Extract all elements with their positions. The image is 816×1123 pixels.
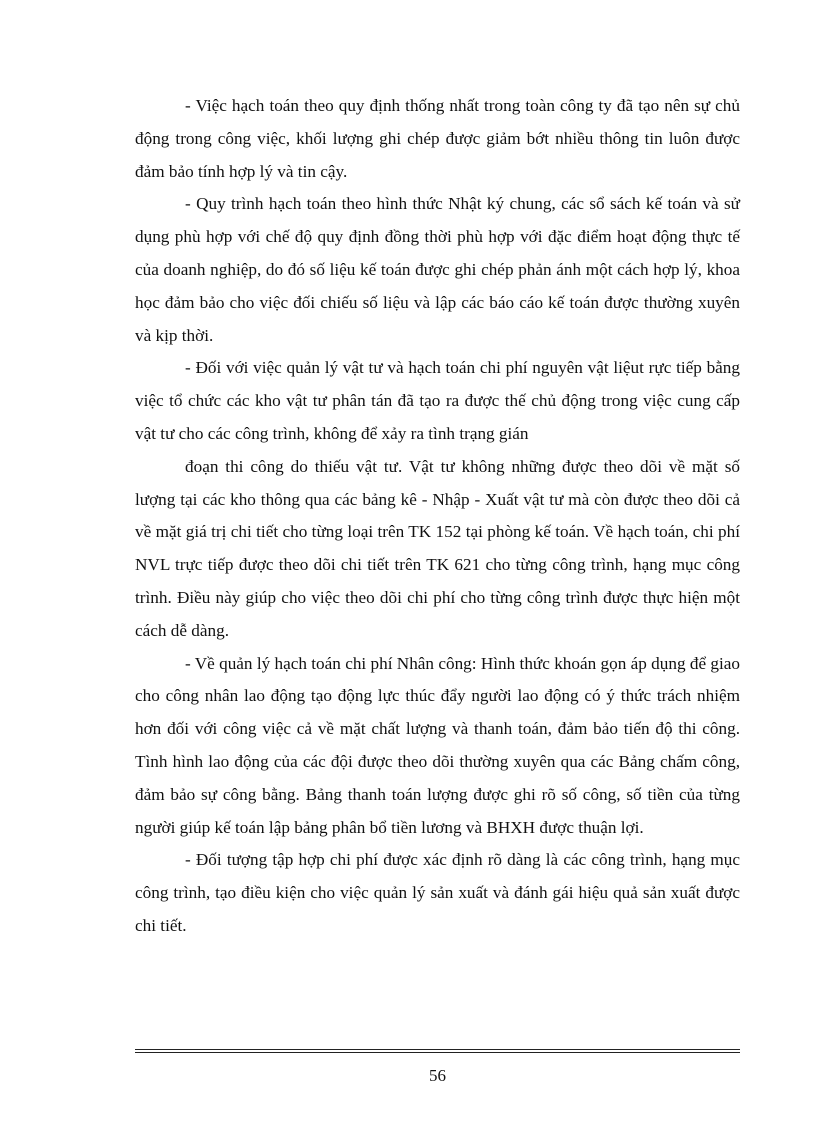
- paragraph-accounting-regulation: - Việc hạch toán theo quy định thống nhất trong toàn công ty đã tạo nên sự chủ động trong công việc, khối lượng ghi chép được giảm bớt nhiều thông tin luôn được đảm bảo tính hợp lý và tin cậy.: [135, 96, 740, 181]
- paragraph-materials-management: - Đối với việc quản lý vật tư và hạch toán chi phí nguyên vật liệut rực tiếp bằng việc tổ chức các kho vật tư phân tán đã tạo ra được thế chủ động trong việc cung cấp vật tư cho các công trình, không để xảy ra tình trạng gián: [135, 358, 740, 443]
- paragraph-materials-tracking: đoạn thi công do thiếu vật tư. Vật tư không những được theo dõi về mặt số lượng tại các kho thông qua các bảng kê - Nhập - Xuất vật tư mà còn được theo dõi cả về mặt giá trị chi tiết cho từng loại trên TK 152 tại phòng kế toán. Về hạch toán, chi phí NVL trực tiếp được theo dõi chi tiết trên TK 621 cho từng công trình, hạng mục công trình. Điều này giúp cho việc theo dõi chi phí cho từng công trình được thực hiện một cách dễ dàng.: [135, 456, 740, 640]
- paragraph-general-journal: - Quy trình hạch toán theo hình thức Nhật ký chung, các sổ sách kế toán và sử dụng phù hợp với chế độ quy định đồng thời phù hợp với đặc điểm hoạt động thực tế của doanh nghiệp, do đó số liệu kế toán được ghi chép phản ánh một cách hợp lý, khoa học đảm bảo cho việc đối chiếu số liệu và lập các báo cáo kế toán được thường xuyên và kịp thời.: [135, 194, 740, 345]
- body-text: [135, 90, 740, 943]
- footer-rule: [135, 1049, 740, 1053]
- paragraph-labor-cost: - Về quản lý hạch toán chi phí Nhân công: Hình thức khoán gọn áp dụng để giao cho công nhân lao động tạo động lực thúc đẩy người lao động có ý thức trách nhiệm hơn đối với công việc cả về mặt chất lượng và thanh toán, đảm bảo tiến độ thi công. Tình hình lao động của các đội được theo dõi thường xuyên qua các Bảng chấm công, đảm bảo sự công bằng. Bảng thanh toán lượng được ghi rõ số công, số tiền của từng người giúp kế toán lập bảng phân bổ tiền lương và BHXH được thuận lợi.: [135, 653, 740, 837]
- page-number: 56: [429, 1066, 446, 1085]
- paragraph-cost-objects: - Đối tượng tập hợp chi phí được xác định rõ dàng là các công trình, hạng mục công trình, tạo điều kiện cho việc quản lý sản xuất và đánh gái hiệu quả sản xuất được chi tiết.: [135, 850, 740, 935]
